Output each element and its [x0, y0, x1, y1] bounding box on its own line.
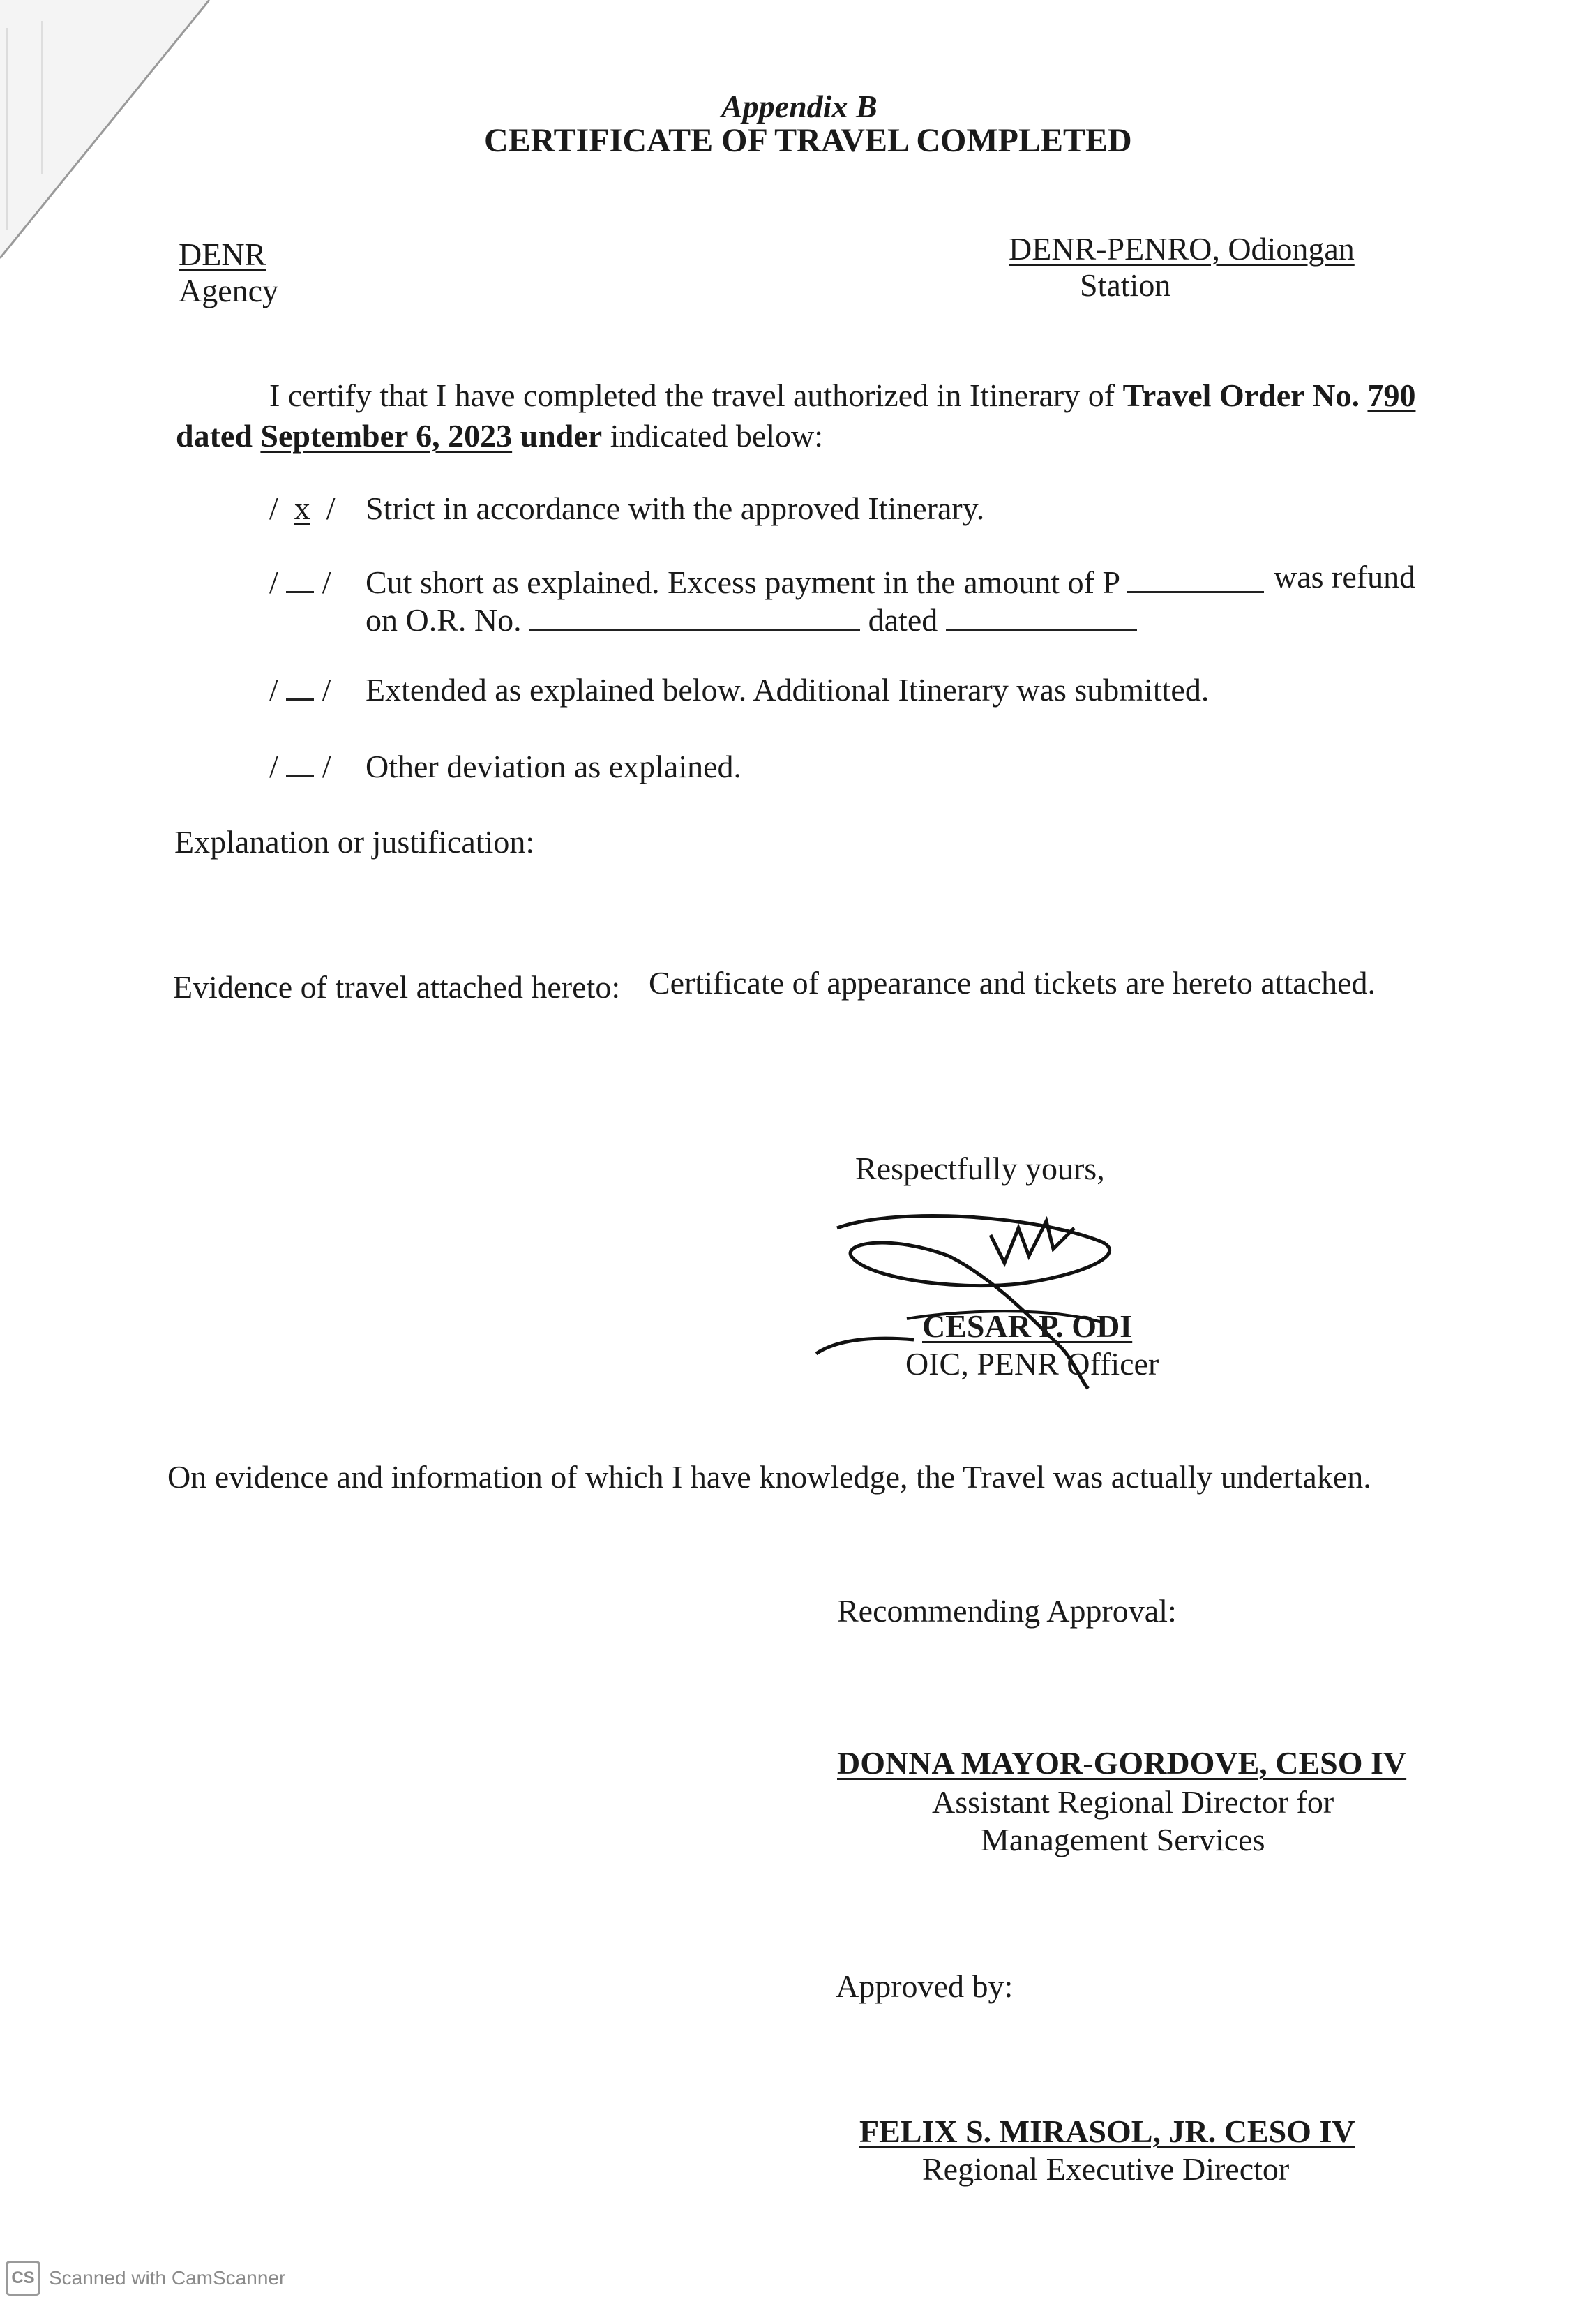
document-title: CERTIFICATE OF TRAVEL COMPLETED [484, 122, 1132, 159]
option-strict-checkbox: / x / [269, 491, 336, 526]
recommending-name: DONNA MAYOR-GORDOVE, CESO IV [837, 1745, 1407, 1781]
recommending-title-2: Management Services [981, 1822, 1265, 1857]
camscanner-logo-icon: CS [6, 2261, 40, 2296]
appendix-label: Appendix B [721, 89, 878, 124]
option-cut-short-refund: was refund [1274, 559, 1416, 594]
option-strict-text: Strict in accordance with the approved Itinerary. [366, 491, 985, 526]
station-label: Station [1080, 267, 1171, 303]
travel-date: September 6, 2023 [260, 418, 513, 454]
option-extended-checkbox: / / [269, 672, 331, 708]
approved-title: Regional Executive Director [922, 2151, 1290, 2187]
signatory-1-name: CESAR P. ODI [922, 1308, 1133, 1344]
certify-line-2: dated September 6, 2023 under indicated below: [176, 418, 824, 454]
approved-name: FELIX S. MIRASOL, JR. CESO IV [859, 2114, 1355, 2149]
camscanner-watermark [6, 2261, 285, 2296]
evidence-value: Certificate of appearance and tickets are hereto attached. [649, 965, 1376, 1001]
option-cut-short-checkbox: / / [269, 564, 331, 600]
recommending-label: Recommending Approval: [837, 1593, 1177, 1629]
certify-line-1: I certify that I have completed the travel authorized in Itinerary of Travel Order No. 790 [269, 377, 1416, 413]
option-cut-short-text: Cut short as explained. Excess payment in the amount of P [366, 564, 1264, 601]
approved-label: Approved by: [836, 1968, 1014, 2004]
travel-order-number: 790 [1367, 377, 1416, 413]
agency-value: DENR [179, 237, 266, 272]
evidence-label: Evidence of travel attached hereto: [173, 969, 621, 1005]
signatory-1-title: OIC, PENR Officer [905, 1346, 1159, 1382]
knowledge-statement: On evidence and information of which I have knowledge, the Travel was actually undertaken. [167, 1459, 1371, 1495]
option-other-text: Other deviation as explained. [366, 749, 742, 784]
option-extended-text: Extended as explained below. Additional Itinerary was submitted. [366, 672, 1210, 708]
agency-label: Agency [179, 273, 279, 308]
option-other-checkbox: / / [269, 749, 331, 784]
explanation-label: Explanation or justification: [174, 824, 535, 860]
station-value: DENR-PENRO, Odiongan [1009, 231, 1355, 267]
closing-salutation: Respectfully yours, [855, 1151, 1105, 1186]
option-cut-short-line2: on O.R. No. dated [366, 601, 1137, 638]
recommending-title-1: Assistant Regional Director for [932, 1784, 1334, 1820]
folded-corner-mark [0, 0, 223, 265]
camscanner-text: Scanned with CamScanner [49, 2267, 286, 2289]
